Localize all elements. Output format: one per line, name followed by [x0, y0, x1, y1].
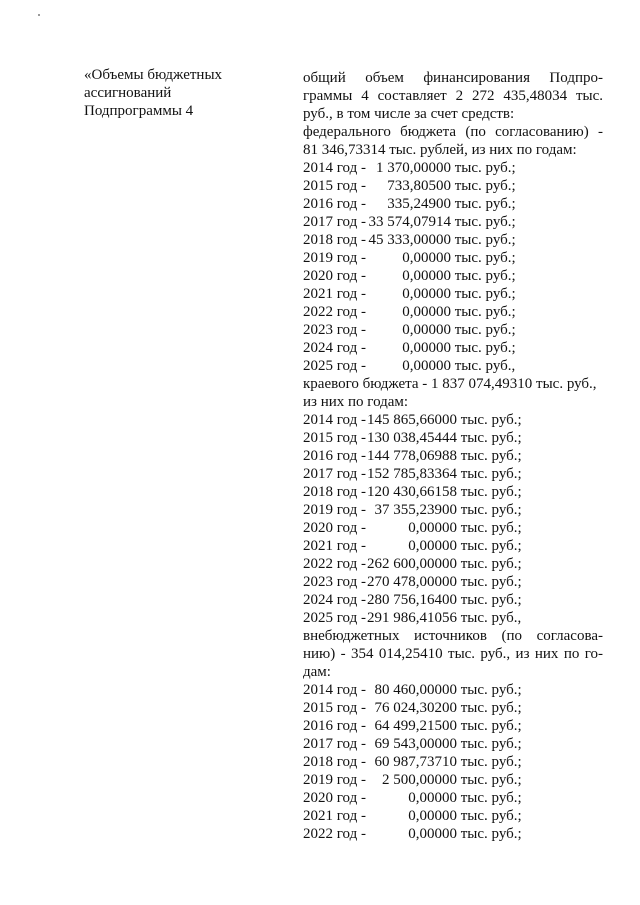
year-amount: 0,00000 тыс. руб.; — [402, 340, 516, 356]
year-label: 2016 год - — [303, 448, 366, 464]
year-amount: 0,00000 тыс. руб.; — [402, 322, 516, 338]
year-row — [303, 753, 603, 771]
year-amount: 1 370,00000 тыс. руб.; — [376, 160, 516, 176]
year-amount: 335,24900 тыс. руб.; — [387, 196, 516, 212]
year-label: 2018 год - — [303, 484, 366, 500]
federal-year-list — [303, 159, 603, 375]
year-amount: 152 785,83364 тыс. руб.; — [367, 466, 522, 482]
year-row — [303, 339, 603, 357]
year-label: 2015 год - — [303, 178, 366, 194]
year-label: 2019 год - — [303, 502, 366, 518]
year-label: 2021 год - — [303, 286, 366, 302]
year-label: 2014 год - — [303, 682, 366, 698]
year-label: 2019 год - — [303, 772, 366, 788]
year-amount: 262 600,00000 тыс. руб.; — [367, 556, 522, 572]
extrabudgetary-header-line: дам: — [303, 664, 331, 680]
year-row — [303, 771, 603, 789]
year-amount: 270 478,00000 тыс. руб.; — [367, 574, 522, 590]
year-label: 2025 год - — [303, 358, 366, 374]
year-label: 2015 год - — [303, 430, 366, 446]
label-line: «Объемы бюджетных — [84, 67, 223, 83]
year-label: 2022 год - — [303, 556, 366, 572]
intro-line: граммы 4 составляет 2 272 435,48034 тыс. — [303, 88, 603, 104]
year-row — [303, 321, 603, 339]
year-label: 2017 год - — [303, 466, 366, 482]
year-label: 2023 год - — [303, 322, 366, 338]
year-row — [303, 177, 603, 195]
extrabudgetary-header-line: нию) - 354 014,25410 тыс. руб., из них по го- — [303, 646, 603, 662]
year-row — [303, 447, 603, 465]
year-row — [303, 789, 603, 807]
year-label: 2016 год - — [303, 718, 366, 734]
year-label: 2022 год - — [303, 826, 366, 842]
year-amount: 2 500,00000 тыс. руб.; — [382, 772, 522, 788]
year-amount: 130 038,45444 тыс. руб.; — [367, 430, 522, 446]
year-row — [303, 591, 603, 609]
year-label: 2016 год - — [303, 196, 366, 212]
budget-value-cell — [303, 69, 603, 843]
year-label: 2014 год - — [303, 412, 366, 428]
year-label: 2020 год - — [303, 790, 366, 806]
year-row — [303, 285, 603, 303]
year-amount: 0,00000 тыс. руб.; — [408, 826, 522, 842]
year-amount: 0,00000 тыс. руб.; — [402, 286, 516, 302]
year-row — [303, 267, 603, 285]
extrabudgetary-year-list — [303, 681, 603, 843]
year-amount: 45 333,00000 тыс. руб.; — [368, 232, 516, 248]
year-amount: 0,00000 тыс. руб.; — [402, 268, 516, 284]
year-row — [303, 681, 603, 699]
federal-header — [303, 123, 603, 159]
year-label: 2018 год - — [303, 754, 366, 770]
year-amount: 69 543,00000 тыс. руб.; — [374, 736, 522, 752]
year-label: 2017 год - — [303, 214, 366, 230]
year-row — [303, 519, 603, 537]
year-row — [303, 195, 603, 213]
year-row — [303, 735, 603, 753]
intro-line: руб., в том числе за счет средств: — [303, 106, 515, 122]
year-row — [303, 411, 603, 429]
year-row — [303, 825, 603, 843]
year-row — [303, 537, 603, 555]
regional-header-line: из них по годам: — [303, 394, 409, 410]
year-label: 2021 год - — [303, 808, 366, 824]
label-line: ассигнований — [84, 85, 172, 101]
year-row — [303, 573, 603, 591]
year-row — [303, 357, 603, 375]
intro-line: общий объем финансирования Подпро- — [303, 70, 603, 86]
federal-header-line: 81 346,73314 тыс. рублей, из них по годам: — [303, 142, 577, 158]
year-row — [303, 465, 603, 483]
year-amount: 64 499,21500 тыс. руб.; — [374, 718, 522, 734]
year-amount: 145 865,66000 тыс. руб.; — [367, 412, 522, 428]
year-amount: 60 987,73710 тыс. руб.; — [374, 754, 522, 770]
year-label: 2015 год - — [303, 700, 366, 716]
year-label: 2025 год - — [303, 610, 366, 626]
extrabudgetary-header — [303, 627, 603, 681]
year-amount: 291 986,41056 тыс. руб., — [367, 610, 522, 626]
year-row — [303, 159, 603, 177]
year-label: 2024 год - — [303, 340, 366, 356]
regional-header-line: краевого бюджета - 1 837 074,49310 тыс. руб., — [303, 376, 597, 392]
year-row — [303, 717, 603, 735]
year-label: 2017 год - — [303, 736, 366, 752]
year-row — [303, 555, 603, 573]
extrabudgetary-header-line: внебюджетных источников (по согласова- — [303, 628, 603, 644]
year-row — [303, 303, 603, 321]
year-amount: 144 778,06988 тыс. руб.; — [367, 448, 522, 464]
year-amount: 0,00000 тыс. руб.; — [408, 538, 522, 554]
year-amount: 280 756,16400 тыс. руб.; — [367, 592, 522, 608]
year-amount: 0,00000 тыс. руб.; — [402, 304, 516, 320]
year-row — [303, 213, 603, 231]
year-label: 2020 год - — [303, 520, 366, 536]
year-label: 2020 год - — [303, 268, 366, 284]
regional-year-list — [303, 411, 603, 627]
year-row — [303, 609, 603, 627]
federal-header-line: федерального бюджета (по согласованию) - — [303, 124, 603, 140]
year-row — [303, 483, 603, 501]
scan-speck — [38, 14, 40, 16]
year-label: 2018 год - — [303, 232, 366, 248]
regional-header — [303, 375, 603, 411]
year-label: 2024 год - — [303, 592, 366, 608]
year-row — [303, 249, 603, 267]
year-amount: 0,00000 тыс. руб., — [402, 358, 516, 374]
budget-label-cell — [84, 66, 284, 120]
year-amount: 0,00000 тыс. руб.; — [408, 808, 522, 824]
year-row — [303, 231, 603, 249]
year-label: 2022 год - — [303, 304, 366, 320]
year-amount: 80 460,00000 тыс. руб.; — [374, 682, 522, 698]
year-amount: 0,00000 тыс. руб.; — [408, 520, 522, 536]
year-amount: 733,80500 тыс. руб.; — [387, 178, 516, 194]
intro-paragraph — [303, 69, 603, 123]
year-amount: 76 024,30200 тыс. руб.; — [374, 700, 522, 716]
label-line: Подпрограммы 4 — [84, 103, 194, 119]
year-amount: 0,00000 тыс. руб.; — [408, 790, 522, 806]
year-row — [303, 699, 603, 717]
year-row — [303, 429, 603, 447]
year-amount: 33 574,07914 тыс. руб.; — [368, 214, 516, 230]
year-row — [303, 807, 603, 825]
year-amount: 120 430,66158 тыс. руб.; — [367, 484, 522, 500]
year-amount: 37 355,23900 тыс. руб.; — [374, 502, 522, 518]
year-amount: 0,00000 тыс. руб.; — [402, 250, 516, 266]
year-label: 2014 год - — [303, 160, 366, 176]
year-label: 2019 год - — [303, 250, 366, 266]
year-row — [303, 501, 603, 519]
year-label: 2023 год - — [303, 574, 366, 590]
year-label: 2021 год - — [303, 538, 366, 554]
